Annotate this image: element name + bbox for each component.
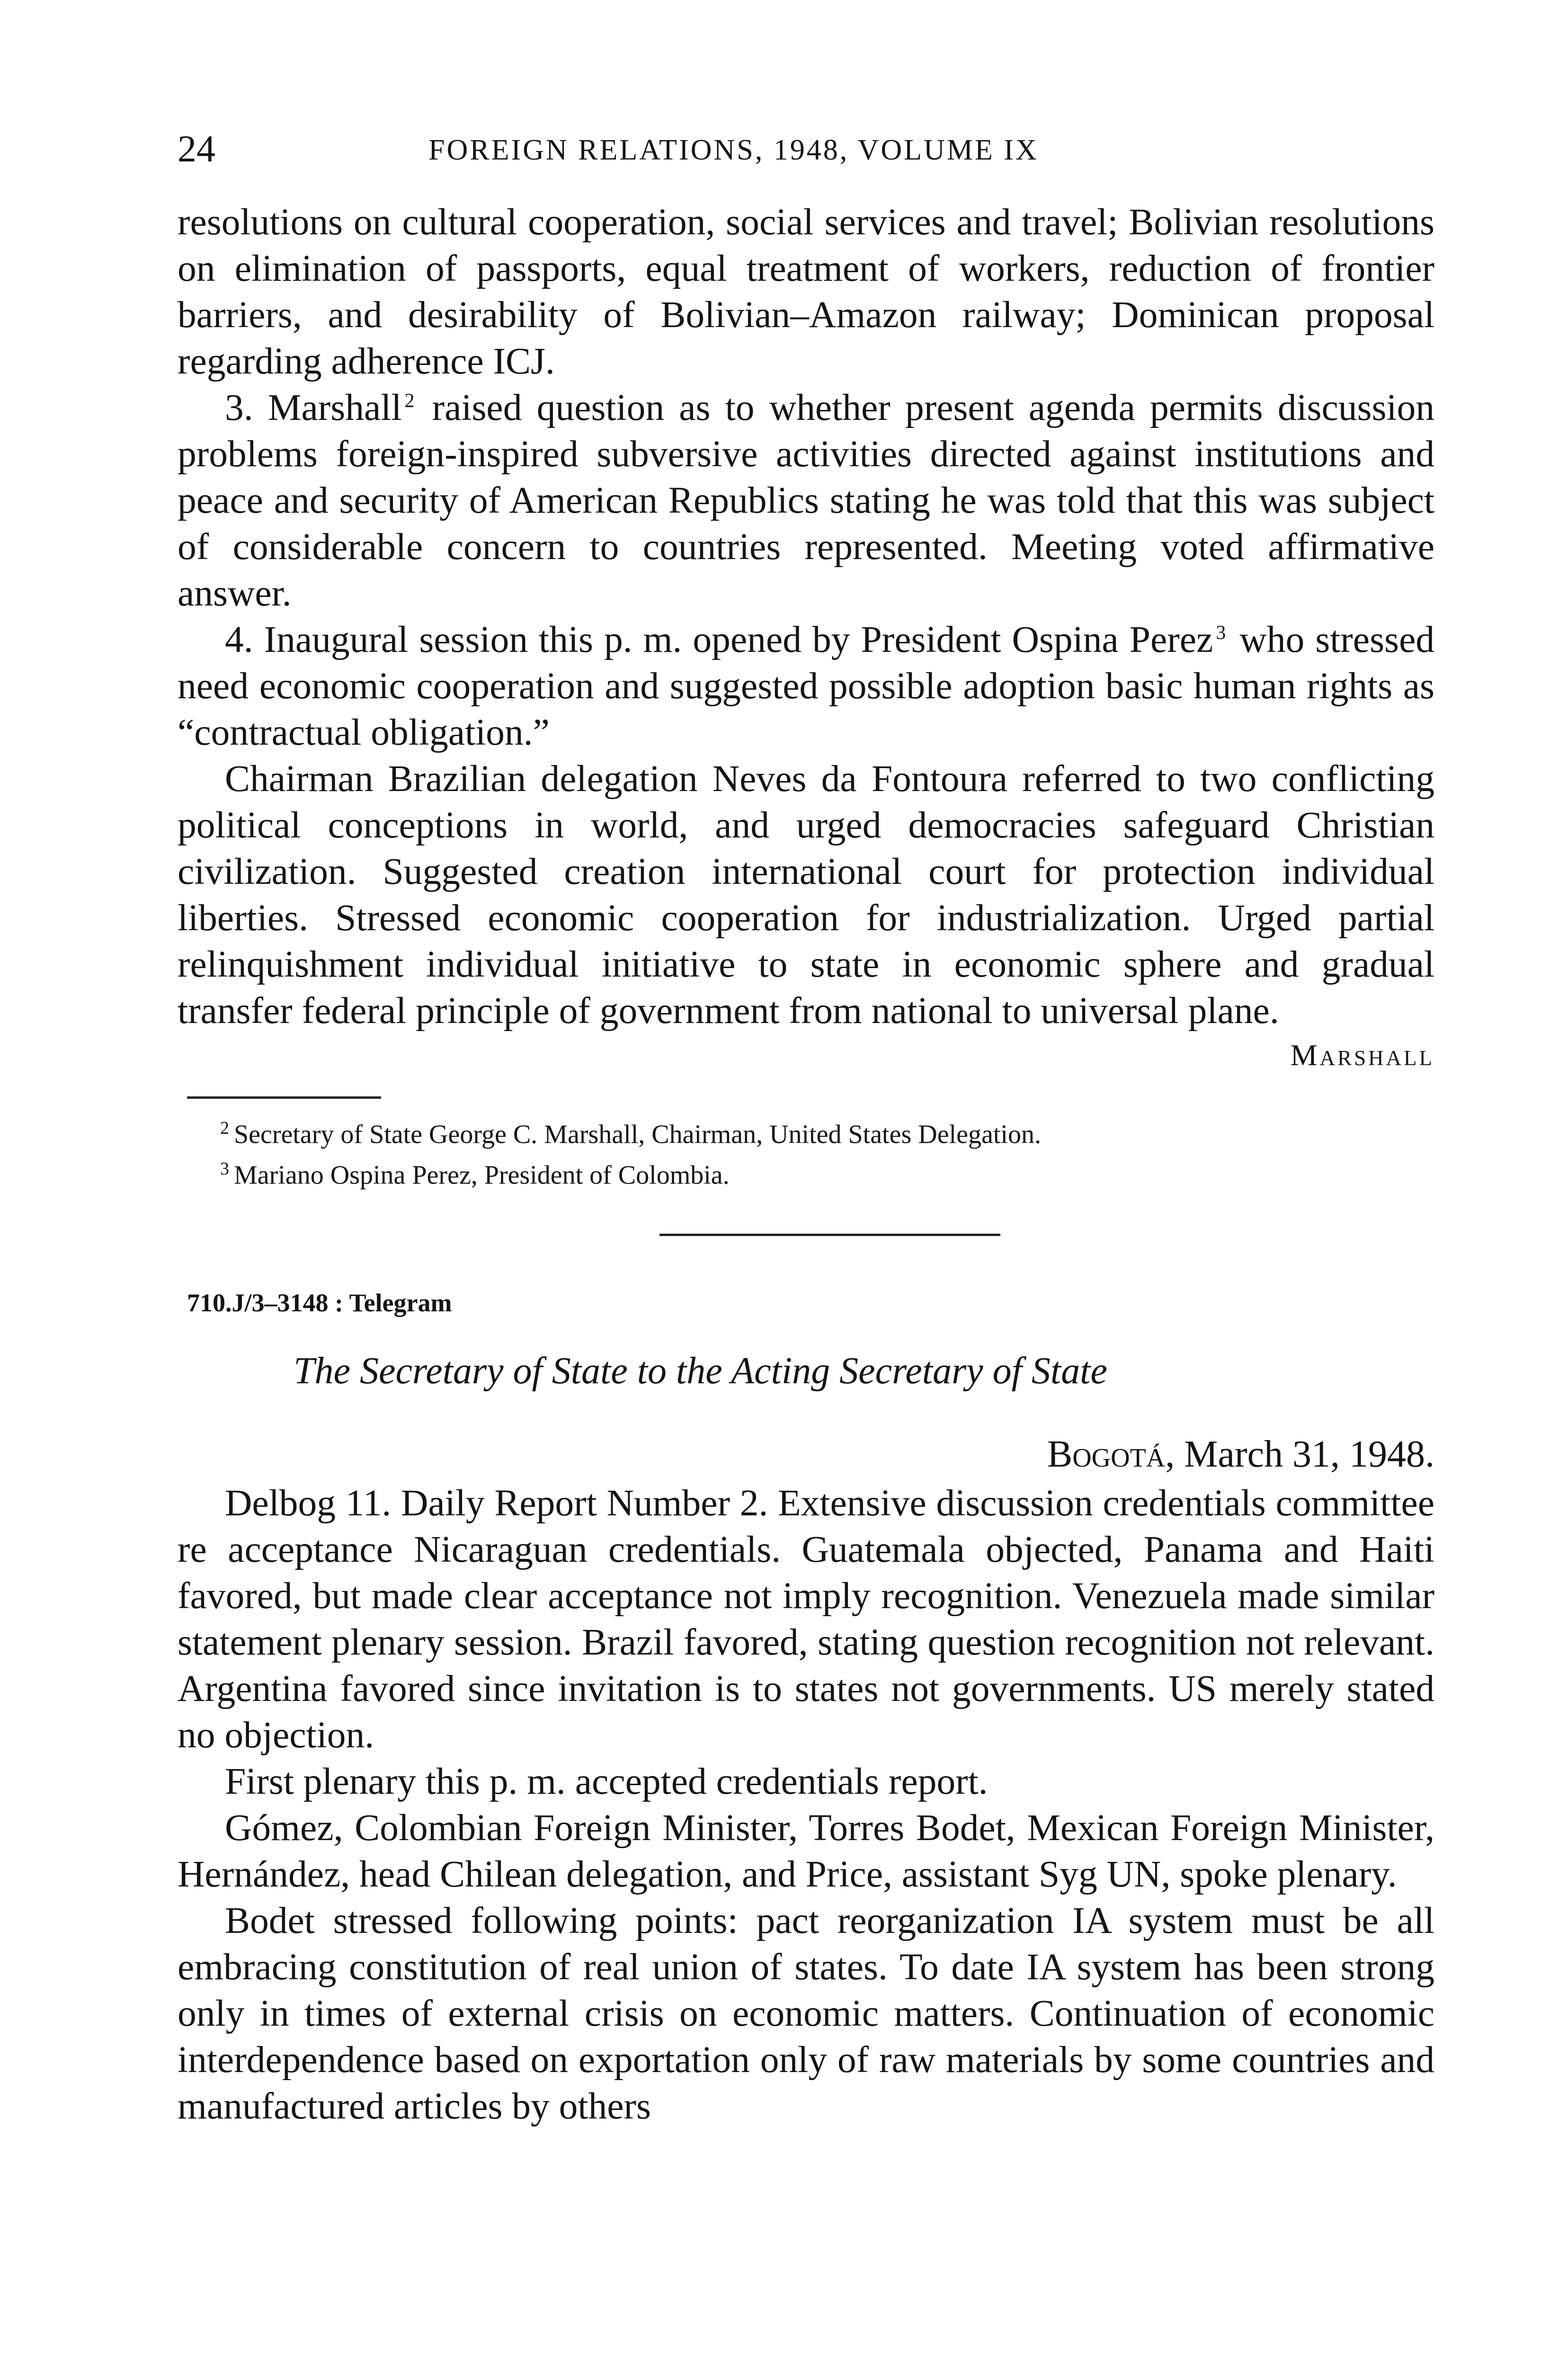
document-1-body	[178, 199, 1434, 1034]
footnote-divider	[187, 1096, 381, 1099]
paragraph-4	[178, 616, 1434, 756]
dateline	[178, 1433, 1434, 1476]
footnote	[220, 1152, 1434, 1192]
document-title: The Secretary of State to the Acting Secretary of State	[294, 1350, 1107, 1392]
footnote-text: Mariano Ospina Perez, President of Colombia.	[234, 1160, 730, 1190]
footnote-ref-3: 3	[1216, 622, 1226, 644]
section-divider	[659, 1234, 1000, 1236]
footnote-mark: 2	[220, 1118, 229, 1138]
footnote-ref-2: 2	[404, 390, 415, 412]
telegram-paragraph-4: Bodet stressed following points: pact reorganization IA system must be all embracing constitution of real union of states. To date IA system has been strong only in times of external crisis on economic matters. Continuation of economic interdependence based on exportation only of raw materials by some countries and manufactured articles by others	[178, 1900, 1434, 2127]
telegram-paragraph-3: Gómez, Colombian Foreign Minister, Torres Bodet, Mexican Foreign Minister, Hernández, head Chilean delegation, and Price, assistant Syg UN, spoke plenary.	[178, 1807, 1434, 1895]
footnotes	[178, 1111, 1434, 1192]
document-file-reference: 710.J/3–3148 : Telegram	[187, 1289, 452, 1317]
paragraph-4-lead: 4. Inaugural session this p. m. opened by President Ospina Perez	[225, 619, 1213, 660]
page-number: 24	[178, 128, 215, 170]
footnote-mark: 3	[220, 1158, 229, 1179]
paragraph-4-text: who stressed need economic cooperation and suggested possible adoption basic human rights as “contractual obligation.”	[178, 619, 1434, 753]
page-header	[178, 128, 1434, 199]
paragraph-3-lead: 3. Marshall	[225, 387, 402, 428]
dateline-date: , March 31, 1948.	[1165, 1433, 1434, 1476]
document-2-body	[178, 1480, 1434, 2129]
signature: Marshall	[1290, 1038, 1434, 1072]
footnote	[220, 1111, 1434, 1152]
telegram-paragraph-2: First plenary this p. m. accepted credentials report.	[225, 1761, 988, 1803]
running-head: FOREIGN RELATIONS, 1948, VOLUME IX	[428, 134, 1039, 166]
continuation-paragraph: resolutions on cultural cooperation, social services and travel; Bolivian resolutions on elimination of passports, equal treatment of workers, reduction of frontier barriers, and desirability of Bolivian–Amazon railway; Dominican proposal regarding adherence ICJ.	[178, 201, 1434, 382]
book-page	[178, 128, 1434, 2129]
paragraph-5: Chairman Brazilian delegation Neves da Fontoura referred to two conflicting political conceptions in world, and urged democracies safeguard Christian civilization. Suggested creation international court for protection individual liberties. Stressed economic cooperation for industrialization. Urged partial relinquishment individual initiative to state in economic sphere and gradual transfer federal principle of government from national to universal plane.	[178, 758, 1434, 1032]
paragraph-3	[178, 384, 1434, 616]
footnote-text: Secretary of State George C. Marshall, Chairman, United States Delegation.	[234, 1120, 1041, 1149]
dateline-place: Bogotá	[1047, 1433, 1166, 1476]
paragraph-3-text: raised question as to whether present agenda permits discussion problems foreign-inspired subversive activities directed against institutions and peace and security of American Republics stating he was told that this was subject of considerable concern to countries represented. Meeting voted affirmative answer.	[178, 387, 1434, 614]
telegram-paragraph-1: Delbog 11. Daily Report Number 2. Extensive discussion credentials committee re acceptance Nicaraguan credentials. Guatemala objected, Panama and Haiti favored, but made clear acceptance not imply recognition. Venezuela made similar statement plenary session. Brazil favored, stating question recognition not relevant. Argentina favored since invitation is to states not governments. US merely stated no objection.	[178, 1482, 1434, 1756]
